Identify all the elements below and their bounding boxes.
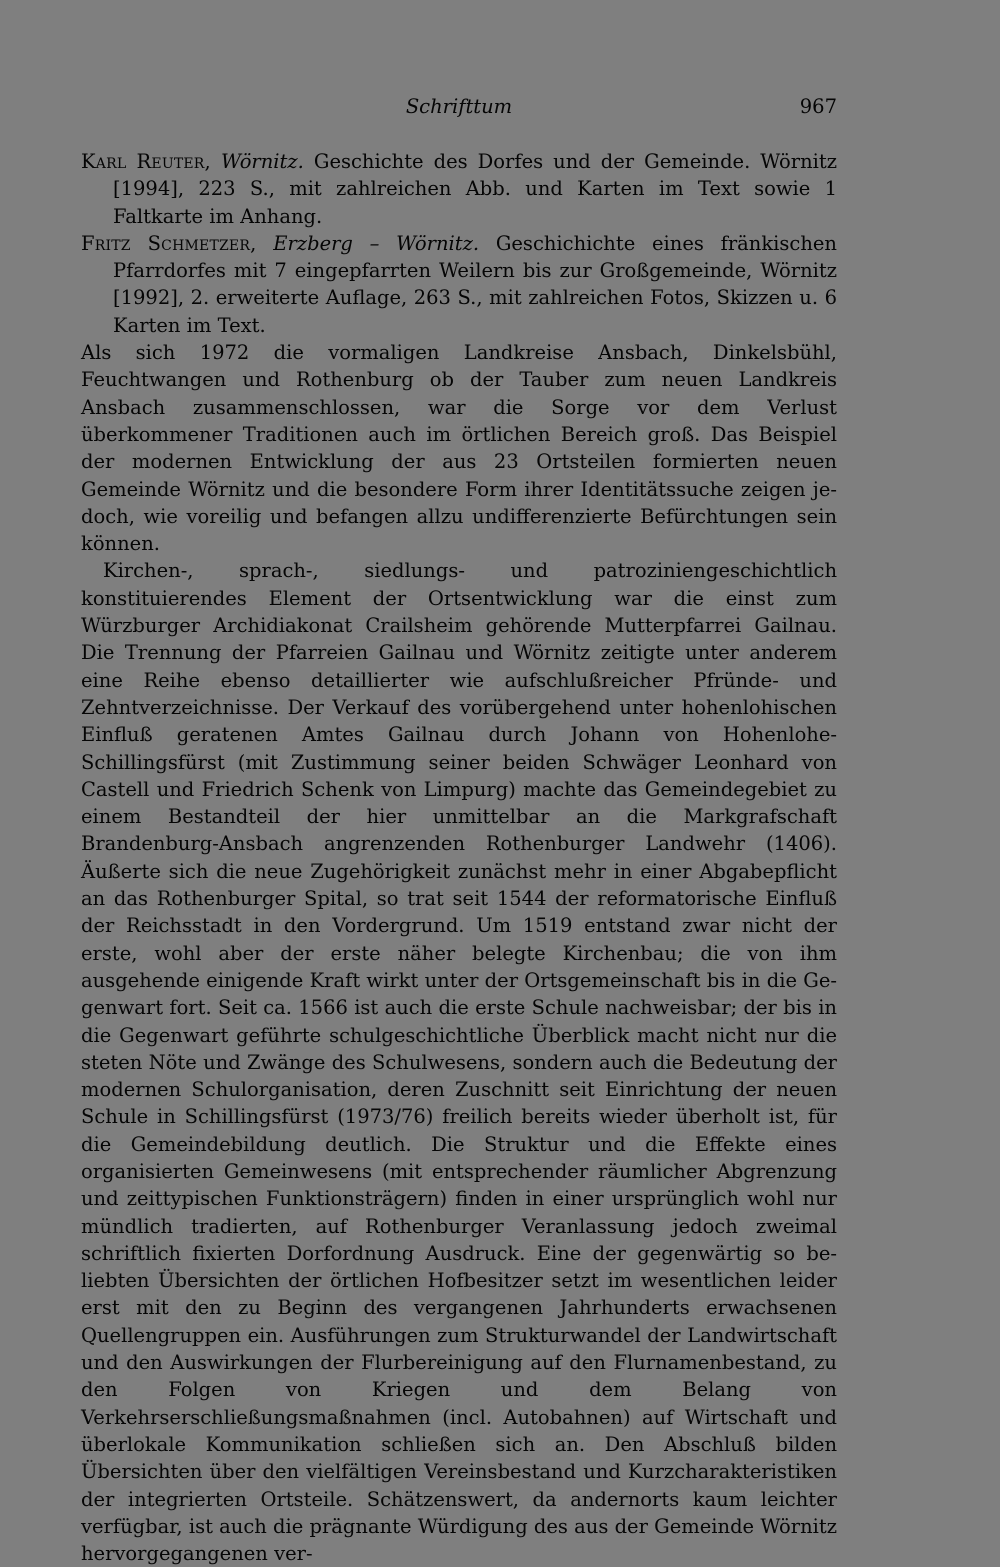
reference-title: Wörnitz.	[220, 150, 304, 173]
body-paragraph: Als sich 1972 die vormaligen Landkreise Ansbach, Dinkelsbühl, Feuchtwangen und Rothenburg ob der Tauber zum neuen Landkreis Ansbach zusammenschlossen, war die Sorge vor dem Verlust überkommener Traditionen auch im örtlichen Bereich groß. Das Beispiel der modernen Entwicklung der aus 23 Ortsteilen formierten neuen Gemeinde Wörnitz und die besondere Form ihrer Identitätssuche zeigen jedoch, wie voreilig und befangen allzu undifferenzierte Befürchtungen sein können.	[81, 341, 837, 556]
reference-entry	[81, 230, 837, 339]
page-body	[81, 148, 837, 1567]
page-number: 967	[799, 95, 837, 118]
reference-details: Geschichichte eines fränkischen Pfarrdorfes mit 7 eingepfarrten Weilern bis zur Großgemeinde, Wörnitz [1992], 2. erweiterte Auflage, 263 S., mit zahlreichen Fotos, Skizzen u. 6 Karten im Text.	[113, 231, 837, 337]
body-paragraph: Kirchen-, sprach-, siedlungs- und patroziniengeschichtlich konstituierendes Element der Ortsentwicklung war die einst zum Würzburger Archidiakonat Crailsheim gehörende Mutterpfarrei Gailnau. Die Trennung der Pfarreien Gailnau und Wörnitz zeitigte unter anderem eine Reihe ebenso detaillierter wie aufschlußreicher Pfründe- und Zehntverzeichnisse. Der Verkauf des vorübergehend unter hohenlohischen Einfluß geratenen Amtes Gailnau durch Johann von Hohenlohe-Schillingsfürst (mit Zustimmung seiner beiden Schwäger Leonhard von Castell und Friedrich Schenk von Limpurg) machte das Gemeindegebiet zu einem Bestandteil der hier unmittelbar an die Markgrafschaft Brandenburg-Ansbach angrenzenden Rothenburger Landwehr (1406). Äußerte sich die neue Zugehörigkeit zunächst mehr in einer Abgabepflicht an das Rothenburger Spital, so trat seit 1544 der reformatorische Einfluß der Reichsstadt in den Vordergrund. Um 1519 entstand zwar nicht der erste, wohl aber der erste näher belegte Kirchenbau; die von ihm ausgehende einigende Kraft wirkt unter der Ortsgemeinschaft bis in die Gegenwart fort. Seit ca. 1566 ist auch die erste Schule nachweisbar; der bis in die Gegenwart geführte schulgeschichtliche Überblick macht nicht nur die steten Nöte und Zwänge des Schulwesens, sondern auch die Bedeutung der modernen Schulorganisation, deren Zuschnitt seit Einrichtung der neuen Schule in Schillingsfürst (1973/76) freilich bereits wieder überholt ist, für die Gemeindebildung deutlich. Die Struktur und die Effekte eines organisierten Gemeinwesens (mit entsprechender räumlicher Abgrenzung und zeittypischen Funktionsträgern) finden in einer ursprünglich wohl nur mündlich tradierten, auf Rothenburger Veranlassung jedoch zweimal schriftlich fixierten Dorfordnung Ausdruck. Eine der gegenwärtig so beliebten Übersichten der örtlichen Hofbesitzer setzt im wesentlichen leider erst mit den zu Beginn des vergangenen Jahrhunderts erwachsenen Quellengruppen ein. Ausführungen zum Strukturwandel der Landwirtschaft und den Auswirkungen der Flurbereinigung auf den Flurnamenbestand, zu den Folgen von Kriegen und dem Belang von Verkehrserschließungsmaßnahmen (incl. Autobahnen) auf Wirtschaft und überlokale Kommunikation schließen sich an. Den Abschluß bilden Übersichten über den vielfältigen Vereinsbestand und Kurzcharakteristiken der integrierten Ortsteile. Schätzenswert, da andernorts kaum leichter verfügbar, ist auch die prägnante Würdigung des aus der Gemeinde Wörnitz hervorgegangenen ver-	[81, 559, 837, 1566]
reference-author: Karl Reuter,	[81, 150, 211, 173]
reference-author: Fritz Schmetzer,	[81, 231, 257, 255]
running-header	[81, 95, 837, 125]
reference-title: Erzberg – Wörnitz.	[273, 231, 480, 255]
running-title: Schrifttum	[405, 95, 513, 118]
reference-entry	[81, 148, 837, 230]
reference-details: Geschichte des Dorfes und der Gemeinde. Wörnitz [1994], 223 S., mit zahlreichen Abb. und Karten im Text sowie 1 Faltkarte im Anhang.	[113, 150, 837, 228]
